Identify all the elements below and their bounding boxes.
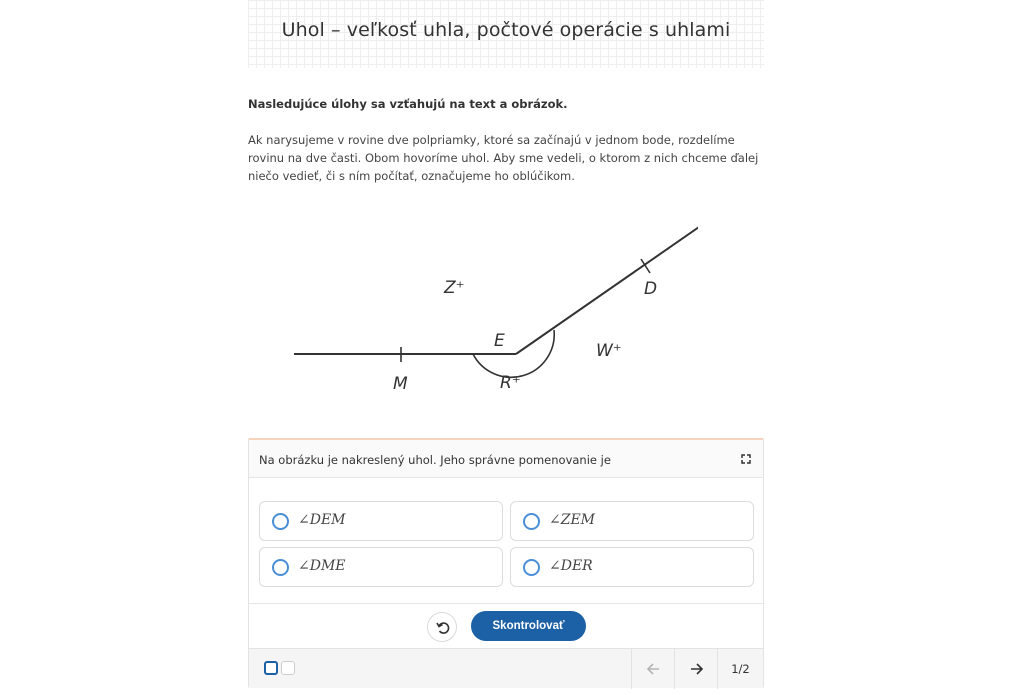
radio-circle[interactable] xyxy=(523,513,540,530)
angle-diagram xyxy=(278,215,698,415)
prev-button[interactable] xyxy=(631,649,674,689)
question-dot-1[interactable] xyxy=(264,661,278,675)
radio-circle[interactable] xyxy=(523,559,540,576)
question-card xyxy=(248,438,764,688)
option-dme[interactable] xyxy=(259,547,503,587)
page-header xyxy=(248,0,764,68)
question-dot-2[interactable] xyxy=(281,661,295,675)
question-header xyxy=(249,440,763,478)
page-title: Uhol – veľkosť uhla, počtové operácie s uhlami xyxy=(281,19,731,41)
check-button[interactable]: Skontrolovať xyxy=(471,611,586,641)
label-w: W⁺ xyxy=(596,341,622,361)
arrow-right-icon xyxy=(675,649,718,689)
option-zem[interactable] xyxy=(510,501,754,541)
label-r: R⁺ xyxy=(500,373,521,393)
option-der[interactable] xyxy=(510,547,754,587)
option-label: ∠DEM xyxy=(298,512,346,528)
label-z: Z⁺ xyxy=(444,278,465,298)
expand-button[interactable] xyxy=(733,446,759,472)
arrow-left-icon xyxy=(632,649,675,689)
ray-ed xyxy=(516,227,698,354)
label-m: M xyxy=(393,374,408,394)
reset-button[interactable] xyxy=(427,612,457,642)
reset-icon xyxy=(428,613,458,643)
next-button[interactable] xyxy=(674,649,717,689)
radio-circle[interactable] xyxy=(272,559,289,576)
page xyxy=(248,0,764,695)
label-d: D xyxy=(644,279,658,299)
question-text: Na obrázku je nakreslený uhol. Jeho správne pomenovanie je xyxy=(259,453,611,467)
action-row xyxy=(249,603,763,647)
expand-icon xyxy=(733,446,759,472)
option-label: ∠DER xyxy=(549,558,593,574)
option-label: ∠ZEM xyxy=(549,512,596,528)
page-indicator: 1/2 xyxy=(717,649,763,689)
radio-circle[interactable] xyxy=(272,513,289,530)
option-label: ∠DME xyxy=(298,558,346,574)
label-e: E xyxy=(494,331,505,351)
intro-paragraph: Ak narysujeme v rovine dve polpriamky, ktoré sa začínajú v jednom bode, rozdelíme rovinu na dve časti. Obom hovoríme uhol. Aby sme vedeli, o ktorom z nich chceme ďalej niečo vedieť, či s ním počítať, označujeme ho oblúčikom. xyxy=(248,133,759,183)
option-dem[interactable] xyxy=(259,501,503,541)
intro-heading: Nasledujúce úlohy sa vzťahujú na text a obrázok. xyxy=(248,97,568,111)
card-footer xyxy=(249,648,763,688)
angle-figure xyxy=(278,215,698,415)
